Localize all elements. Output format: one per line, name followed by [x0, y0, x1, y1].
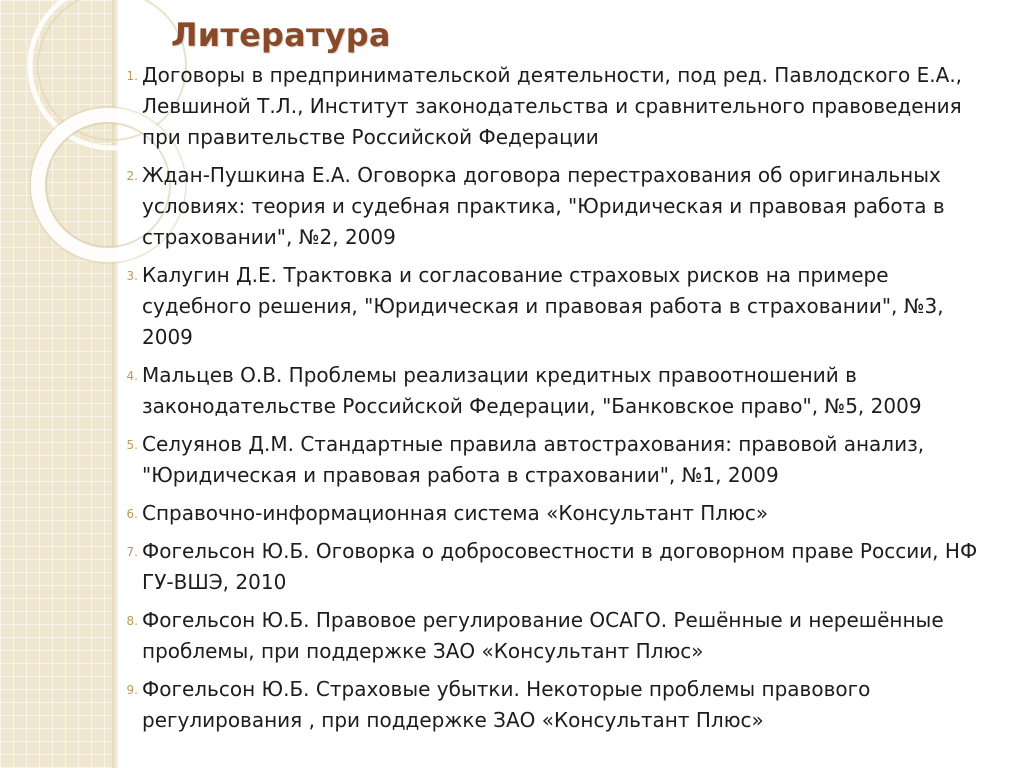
- reference-number: 8.: [126, 614, 138, 628]
- reference-text: Фогельсон Ю.Б. Правовое регулирование ОСАГО. Решённые и нерешённые проблемы, при поддержке ЗАО «Консультант Плюс»: [142, 608, 944, 663]
- reference-text: Калугин Д.Е. Трактовка и согласование страховых рисков на примере судебного решения, "Юридическая и правовая работа в страховании", №3, 2009: [142, 263, 944, 349]
- reference-text: Справочно-информационная система «Консультант Плюс»: [142, 501, 769, 525]
- reference-number: 9.: [126, 683, 138, 697]
- reference-list: [112, 60, 992, 743]
- reference-item: [112, 360, 992, 422]
- reference-text: Фогельсон Ю.Б. Оговорка о добросовестности в договорном праве России, НФ ГУ-ВШЭ, 2010: [142, 539, 978, 594]
- reference-number: 7.: [126, 545, 138, 559]
- reference-item: [112, 536, 992, 598]
- reference-item: [112, 429, 992, 491]
- reference-item: [112, 674, 992, 736]
- reference-item: [112, 260, 992, 353]
- reference-item: [112, 498, 992, 529]
- reference-number: 4.: [126, 369, 138, 383]
- reference-number: 3.: [126, 269, 138, 283]
- reference-text: Ждан-Пушкина Е.А. Оговорка договора перестрахования об оригинальных условиях: теория и судебная практика, "Юридическая и правовая работа в страховании", №2, 2009: [142, 163, 945, 249]
- reference-item: [112, 605, 992, 667]
- reference-text: Мальцев О.В. Проблемы реализации кредитных правоотношений в законодательстве Российской Федерации, "Банковское право", №5, 2009: [142, 363, 922, 418]
- reference-item: [112, 60, 992, 153]
- slide-title: Литература: [171, 16, 391, 54]
- reference-number: 2.: [126, 169, 138, 183]
- reference-text: Договоры в предпринимательской деятельности, под ред. Павлодского Е.А., Левшиной Т.Л., Институт законодательства и сравнительного правоведения при правительстве Российской Федерации: [142, 63, 963, 149]
- reference-number: 6.: [126, 507, 138, 521]
- reference-text: Селуянов Д.М. Стандартные правила автострахования: правовой анализ, "Юридическая и правовая работа в страховании", №1, 2009: [142, 432, 925, 487]
- reference-number: 1.: [126, 69, 138, 83]
- reference-number: 5.: [126, 438, 138, 452]
- reference-text: Фогельсон Ю.Б. Страховые убытки. Некоторые проблемы правового регулирования , при поддержке ЗАО «Консультант Плюс»: [142, 677, 871, 732]
- reference-item: [112, 160, 992, 253]
